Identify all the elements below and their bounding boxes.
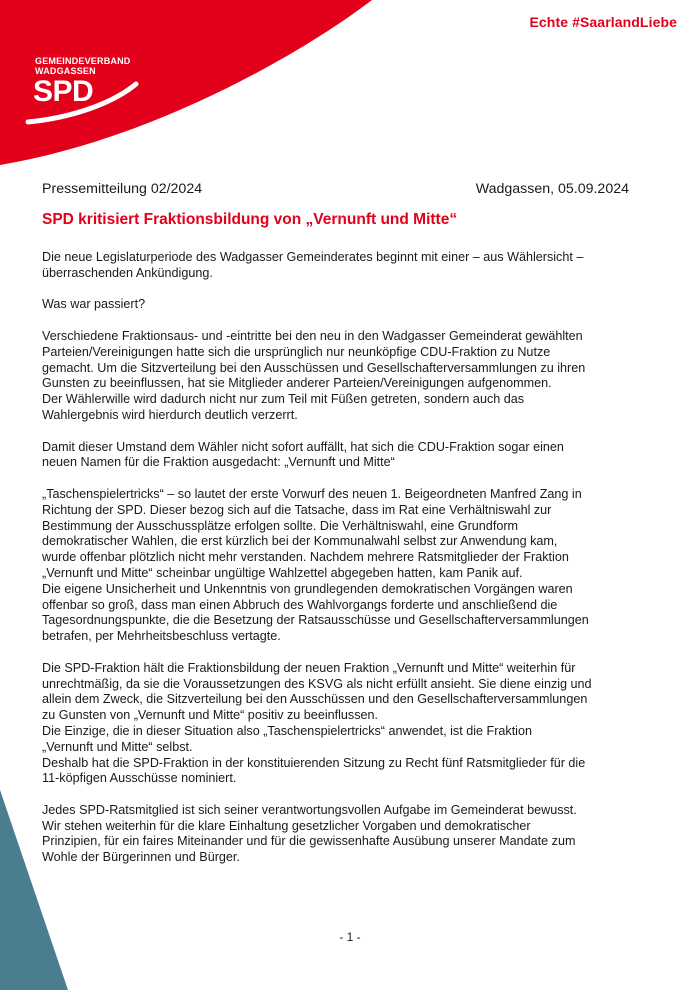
paragraph-line: neuen Namen für die Fraktion ausgedacht: „Vernunft und Mitte“ <box>42 455 395 470</box>
paragraph <box>42 487 642 645</box>
paragraph <box>42 661 642 787</box>
paragraph-line: zu Gunsten von „Vernunft und Mitte“ positiv zu beeinflussen. <box>42 708 379 723</box>
paragraph-line: Die SPD-Fraktion hält die Fraktionsbildung der neuen Fraktion „Vernunft und Mitte“ weiterhin für <box>42 660 576 675</box>
paragraph-line: „Vernunft und Mitte“ scheinbar ungültige Wahlzettel abgegeben hatten, kam Panik auf. <box>42 565 523 580</box>
paragraph-line: Tagesordnungspunkte, die die Besetzung der Ratsausschüsse und Gesellschafterversammlungen <box>42 613 589 628</box>
logo-party-name: SPD <box>33 75 94 108</box>
logo-org-line1: GEMEINDEVERBAND <box>35 56 131 66</box>
paragraph-line: Parteien/Vereinigungen hatte sich die ursprünglich nur neunköpfige CDU-Fraktion zu Nutze <box>42 344 551 359</box>
paragraph-line: Wir stehen weiterhin für die klare Einhaltung gesetzlicher Vorgaben und demokratischer <box>42 818 531 833</box>
paragraph-line: demokratischer Wahlen, die erst kürzlich bei der Kommunalwahl selbst zur Anwendung kam, <box>42 534 558 549</box>
paragraph-line: Damit dieser Umstand dem Wähler nicht sofort auffällt, hat sich die CDU-Fraktion sogar einen <box>42 439 564 454</box>
paragraph-line: Prinzipien, für ein faires Miteinander und für die gewissenhafte Ausübung unserer Mandate zum <box>42 834 576 849</box>
spd-logo <box>0 0 380 170</box>
logo-org-name <box>35 57 131 76</box>
paragraph-line: 11-köpfigen Ausschüsse nominiert. <box>42 771 237 786</box>
paragraph-line: Verschiedene Fraktionsaus- und -eintritte bei den neu in den Wadgasser Gemeinderat gewählten <box>42 328 583 343</box>
body-text <box>42 250 642 882</box>
place-date: Wadgassen, 05.09.2024 <box>475 181 629 197</box>
paragraph-line: Richtung der SPD. Dieser bezog sich auf die Tatsache, dass im Rat eine Verhältniswahl zur <box>42 502 552 517</box>
paragraph <box>42 803 642 866</box>
paragraph-line: allein dem Zweck, die Sitzverteilung bei den Ausschüssen und den Gesellschafterversammlungen <box>42 692 588 707</box>
paragraph <box>42 440 642 472</box>
paragraph-line: „Vernunft und Mitte“ selbst. <box>42 739 193 754</box>
logo-org-line2: WADGASSEN <box>35 65 96 76</box>
paragraph-line: „Taschenspielertricks“ – so lautet der erste Vorwurf des neuen 1. Beigeordneten Manfred Zang in <box>42 486 582 501</box>
paragraph-line: betrafen, per Mehrheitsbeschluss vertagte. <box>42 629 281 644</box>
paragraph-line: Wahlergebnis wird hierdurch deutlich verzerrt. <box>42 407 298 422</box>
paragraph-line: Deshalb hat die SPD-Fraktion in der konstituierenden Sitzung zu Recht fünf Ratsmitglieder für die <box>42 755 586 770</box>
paragraph <box>42 329 642 424</box>
paragraph-line: Die eigene Unsicherheit und Unkenntnis von grundlegenden demokratischen Vorgängen waren <box>42 581 573 596</box>
paragraph-line: Die neue Legislaturperiode des Wadgasser Gemeinderates beginnt mit einer – aus Wählersicht – <box>42 250 584 264</box>
paragraph-line: offenbar so groß, dass man einen Abbruch des Wahlvorgangs forderte und anschließend die <box>42 597 558 612</box>
paragraph-line: Jedes SPD-Ratsmitglied ist sich seiner verantwortungsvollen Aufgabe im Gemeinderat bewusst. <box>42 802 577 817</box>
paragraph-line: Die Einzige, die in dieser Situation also „Taschenspielertricks“ anwendet, ist die Fraktion <box>42 723 532 738</box>
paragraph-line: Wohle der Bürgerinnen und Bürger. <box>42 850 240 865</box>
document-meta <box>42 181 629 197</box>
page-number: - 1 - <box>339 930 361 944</box>
press-release-label: Pressemitteilung 02/2024 <box>42 181 203 197</box>
headline: SPD kritisiert Fraktionsbildung von „Vernunft und Mitte“ <box>42 211 458 228</box>
paragraph-line: wurde offenbar plötzlich nicht mehr verstanden. Nachdem mehrere Ratsmitglieder der Fraktion <box>42 550 569 565</box>
paragraph-line: unrechtmäßig, da sie die Voraussetzungen des KSVG als nicht erfüllt ansieht. Sie diene einzig und <box>42 676 592 691</box>
paragraph-line: gemacht. Um die Sitzverteilung bei den Ausschüssen und Gesellschafterversammlungen zu ihren <box>42 360 586 375</box>
paragraph-line: Bestimmung der Ausschussplätze erfolgen sollte. Die Verhältniswahl, eine Grundform <box>42 518 519 533</box>
paragraph-line: Gunsten zu beeinflussen, hat sie Mitglieder anderer Parteien/Vereinigungen aufgenommen. <box>42 376 552 391</box>
paragraph-line: Der Wählerwille wird dadurch nicht nur zum Teil mit Füßen getreten, sondern auch das <box>42 392 525 407</box>
paragraph-line: Was war passiert? <box>42 297 146 312</box>
paragraph <box>42 250 642 282</box>
paragraph-line: überraschenden Ankündigung. <box>42 265 213 280</box>
slogan: Echte #SaarlandLiebe <box>529 14 677 30</box>
paragraph <box>42 297 642 313</box>
